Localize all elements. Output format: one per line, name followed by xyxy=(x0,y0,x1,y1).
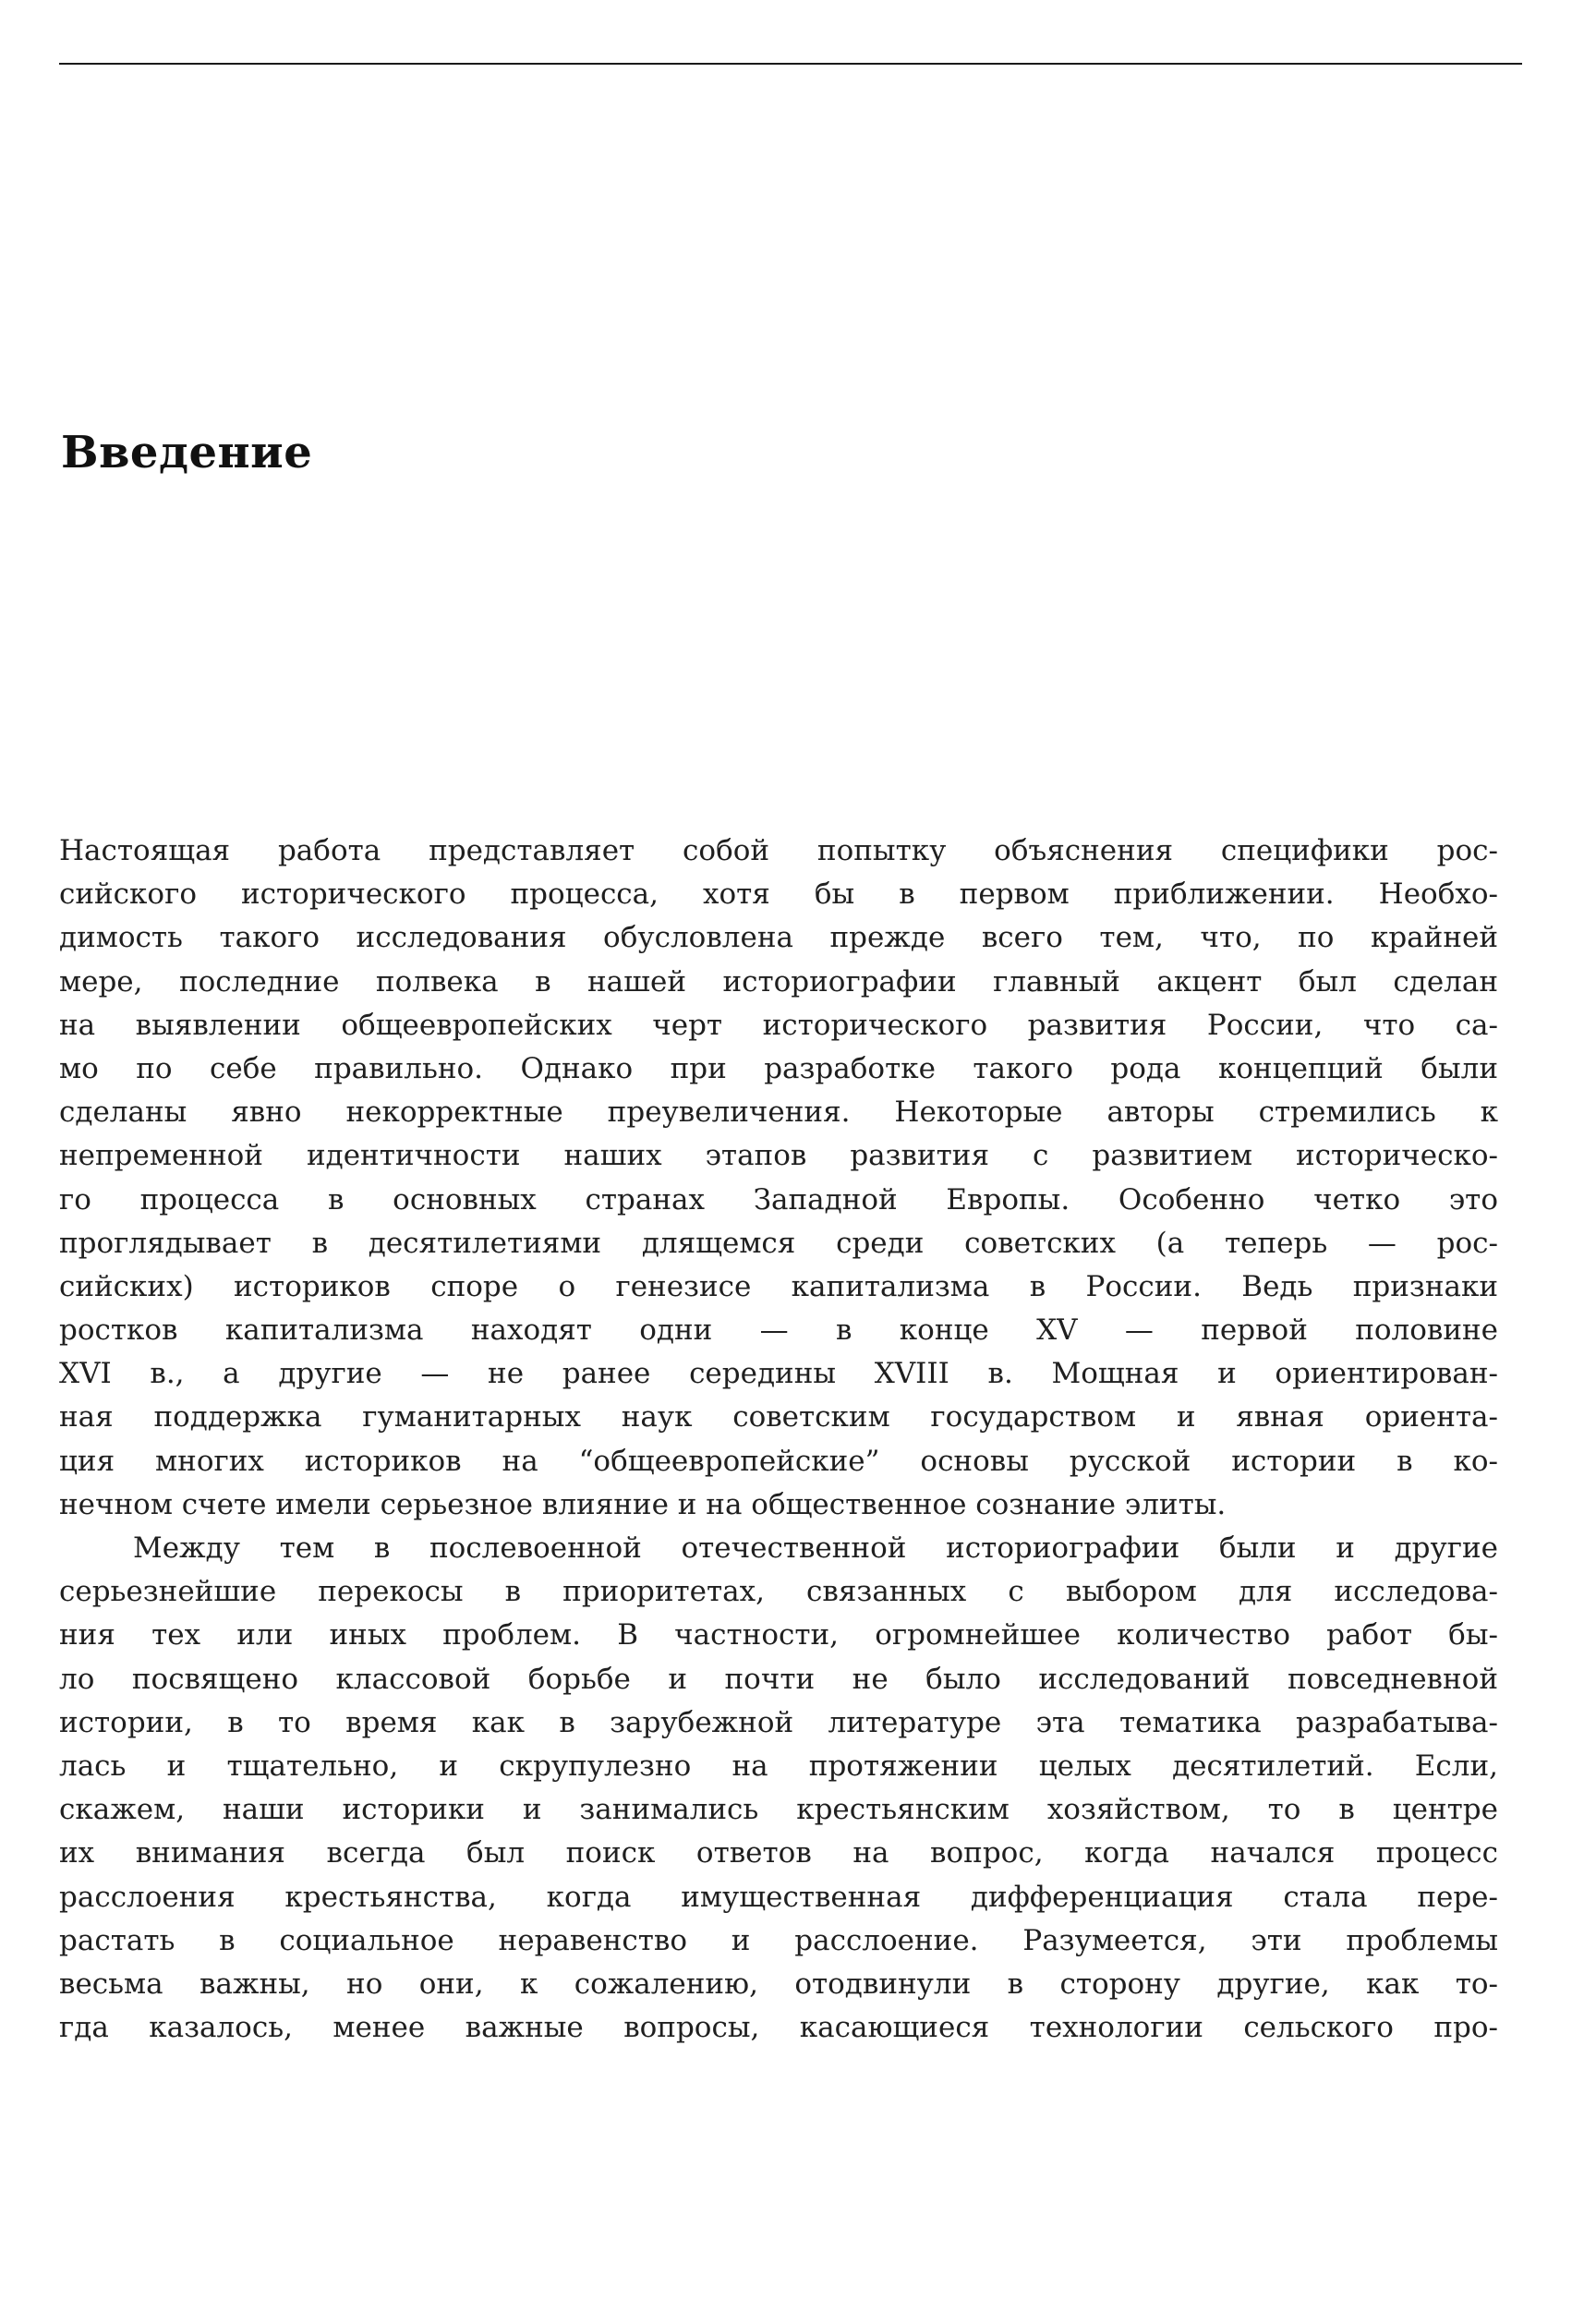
text-line: мере, последние полвека в нашей историографии главный акцент был сделан xyxy=(59,964,1498,999)
body-text xyxy=(59,829,1498,2050)
text-line: проглядывает в десятилетиями длящемся среди советских (а теперь — рос- xyxy=(59,1226,1498,1260)
text-line: лась и тщательно, и скрупулезно на протяжении целых десятилетий. Если, xyxy=(59,1749,1498,1783)
text-line: ростков капитализма находят одни — в конце XV — первой половине xyxy=(59,1313,1498,1348)
paragraph-1 xyxy=(59,829,1498,1527)
text-line: го процесса в основных странах Западной Европы. Особенно четко это xyxy=(59,1182,1498,1216)
text-line: истории, в то время как в зарубежной литературе эта тематика разрабатыва- xyxy=(59,1705,1498,1739)
text-line: весьма важны, но они, к сожалению, отодвинули в сторону другие, как то- xyxy=(59,1967,1498,2001)
text-line: мо по себе правильно. Однако при разработке такого рода концепций были xyxy=(59,1051,1498,1085)
header-rule xyxy=(59,63,1522,65)
text-line: димость такого исследования обусловлена прежде всего тем, что, по крайней xyxy=(59,921,1498,955)
text-line: растать в социальное неравенство и расслоение. Разумеется, эти проблемы xyxy=(59,1923,1498,1957)
text-line: сийских) историков споре о генезисе капитализма в России. Ведь признаки xyxy=(59,1269,1498,1303)
text-line: расслоения крестьянства, когда имущественная дифференциация стала пере- xyxy=(59,1880,1498,1914)
paragraph-2 xyxy=(59,1527,1498,2050)
chapter-title: Введение xyxy=(61,427,313,478)
text-line: серьезнейшие перекосы в приоритетах, связанных с выбором для исследова- xyxy=(59,1575,1498,1609)
text-line: на выявлении общеевропейских черт исторического развития России, что са- xyxy=(59,1008,1498,1042)
text-line: Настоящая работа представляет собой попытку объяснения специфики рос- xyxy=(59,834,1498,867)
text-line: непременной идентичности наших этапов развития с развитием историческо- xyxy=(59,1139,1498,1173)
text-line: скажем, наши историки и занимались крестьянским хозяйством, то в центре xyxy=(59,1793,1498,1827)
text-line: Между тем в послевоенной отечественной историографии были и другие xyxy=(133,1531,1498,1565)
text-line: ния тех или иных проблем. В частности, огромнейшее количество работ бы- xyxy=(59,1618,1498,1652)
text-line: их внимания всегда был поиск ответов на вопрос, когда начался процесс xyxy=(59,1836,1498,1870)
text-line: нечном счете имели серьезное влияние и на общественное сознание элиты. xyxy=(59,1487,1227,1521)
text-line: сделаны явно некорректные преувеличения. Некоторые авторы стремились к xyxy=(59,1095,1498,1130)
text-line: ная поддержка гуманитарных наук советским государством и явная ориента- xyxy=(59,1400,1498,1434)
text-line: гда казалось, менее важные вопросы, касающиеся технологии сельского про- xyxy=(59,2011,1498,2045)
text-line: ция многих историков на “общеевропейские” основы русской истории в ко- xyxy=(59,1444,1498,1478)
text-line: сийского исторического процесса, хотя бы в первом приближении. Необхо- xyxy=(59,878,1498,912)
text-line: XVI в., а другие — не ранее середины XVIII в. Мощная и ориентирован- xyxy=(59,1357,1498,1391)
text-line: ло посвящено классовой борьбе и почти не было исследований повседневной xyxy=(59,1662,1498,1696)
